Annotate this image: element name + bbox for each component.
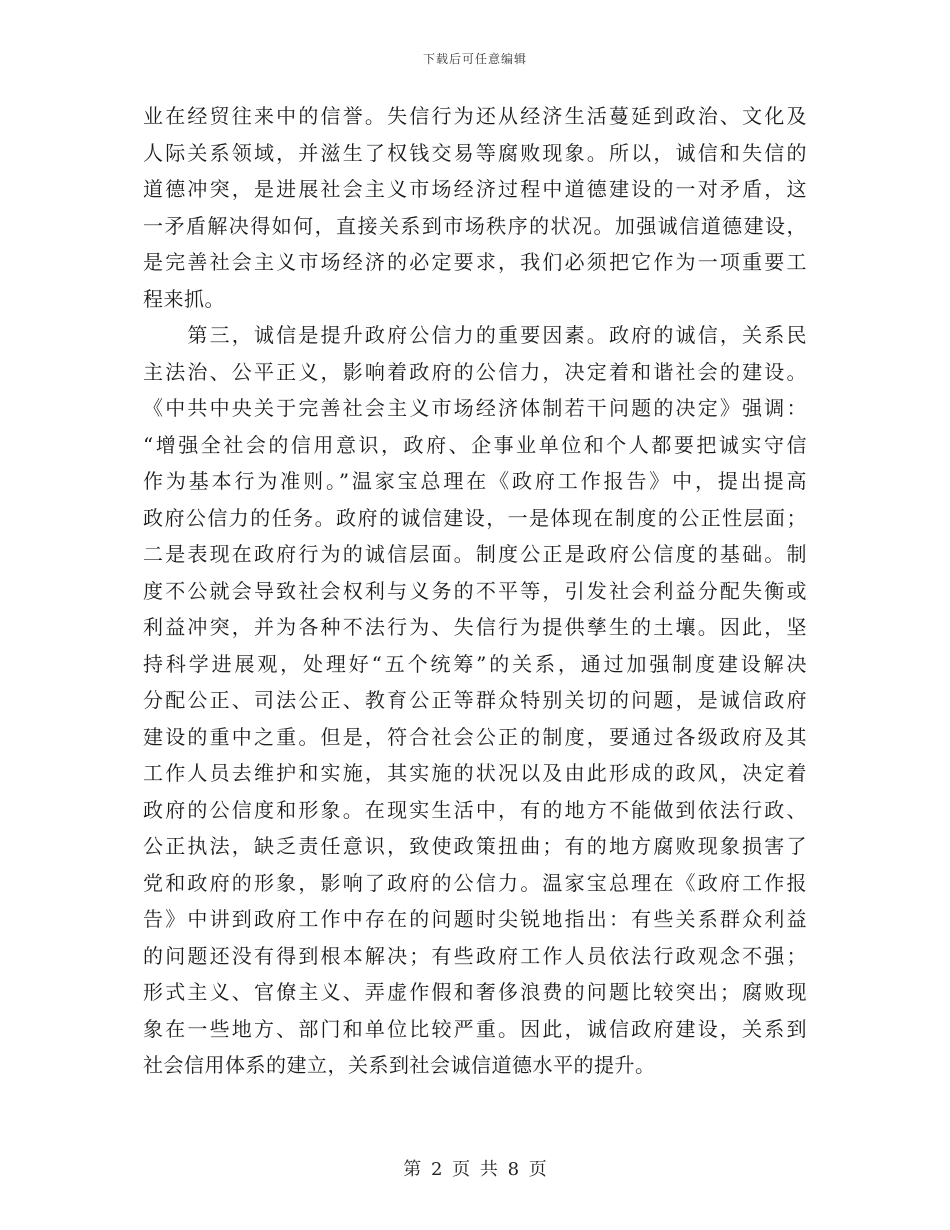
text-line: 是完善社会主义市场经济的必定要求，我们必须把它作为一项重要工 xyxy=(143,250,807,274)
text-line: 社会信用体系的建立，关系到社会诚信道德水平的提升。 xyxy=(143,1053,656,1077)
text-line: 告》中讲到政府工作中存在的问题时尖锐地指出：有些关系群众利益 xyxy=(143,907,807,931)
text-line: 度不公就会导致社会权利与义务的不平等，引发社会利益分配失衡或 xyxy=(143,578,807,603)
text-line: 第三，诚信是提升政府公信力的重要因素。政府的诚信，关系民 xyxy=(143,323,807,347)
text-line: 主法治、公平正义，影响着政府的公信力，决定着和谐社会的建设。 xyxy=(143,359,807,384)
text-line: 建设的重中之重。但是，符合社会公正的制度，要通过各级政府及其 xyxy=(143,724,807,749)
text-line: 二是表现在政府行为的诚信层面。制度公正是政府公信度的基础。制 xyxy=(143,542,807,566)
text-line: 公正执法，缺乏责任意识，致使政策扭曲；有的地方腐败现象损害了 xyxy=(143,834,807,858)
text-line: 分配公正、司法公正、教育公正等群众特别关切的问题，是诚信政府 xyxy=(143,688,807,712)
document-body xyxy=(143,98,807,1084)
text-line: 的问题还没有得到根本解决；有些政府工作人员依法行政观念不强； xyxy=(143,943,807,968)
text-line: “增强全社会的信用意识，政府、企事业单位和个人都要把诚实守信 xyxy=(143,432,807,457)
text-line: 作为基本行为准则。”温家宝总理在《政府工作报告》中，提出提高 xyxy=(143,469,807,493)
text-line: 业在经贸往来中的信誉。失信行为还从经济生活蔓延到政治、文化及 xyxy=(143,104,807,128)
text-line: 利益冲突，并为各种不法行为、失信行为提供孳生的土壤。因此，坚 xyxy=(143,615,807,639)
text-line: 人际关系领域，并滋生了权钱交易等腐败现象。所以，诚信和失信的 xyxy=(143,140,807,165)
text-line: 程来抓。 xyxy=(143,286,225,311)
text-line: 党和政府的形象，影响了政府的公信力。温家宝总理在《政府工作报 xyxy=(143,870,807,895)
text-line: 持科学进展观，处理好“五个统筹”的关系，通过加强制度建设解决 xyxy=(143,651,807,676)
text-line: 政府的公信度和形象。在现实生活中，有的地方不能做到依法行政、 xyxy=(143,797,807,822)
page-number-footer: 第 2 页 共 8 页 xyxy=(403,1159,547,1180)
page-header: 下载后可任意编辑 xyxy=(422,52,527,66)
text-line: 象在一些地方、部门和单位比较严重。因此，诚信政府建设，关系到 xyxy=(143,1016,807,1041)
text-line: 道德冲突，是进展社会主义市场经济过程中道德建设的一对矛盾，这 xyxy=(143,177,807,201)
text-line: 工作人员去维护和实施，其实施的状况以及由此形成的政风，决定着 xyxy=(143,761,807,785)
text-line: 《中共中央关于完善社会主义市场经济体制若干问题的决定》强调： xyxy=(143,396,807,420)
text-line: 一矛盾解决得如何，直接关系到市场秩序的状况。加强诚信道德建设， xyxy=(143,213,807,238)
text-line: 政府公信力的任务。政府的诚信建设，一是体现在制度的公正性层面； xyxy=(143,505,807,530)
text-line: 形式主义、官僚主义、弄虚作假和奢侈浪费的问题比较突出；腐败现 xyxy=(143,980,807,1004)
